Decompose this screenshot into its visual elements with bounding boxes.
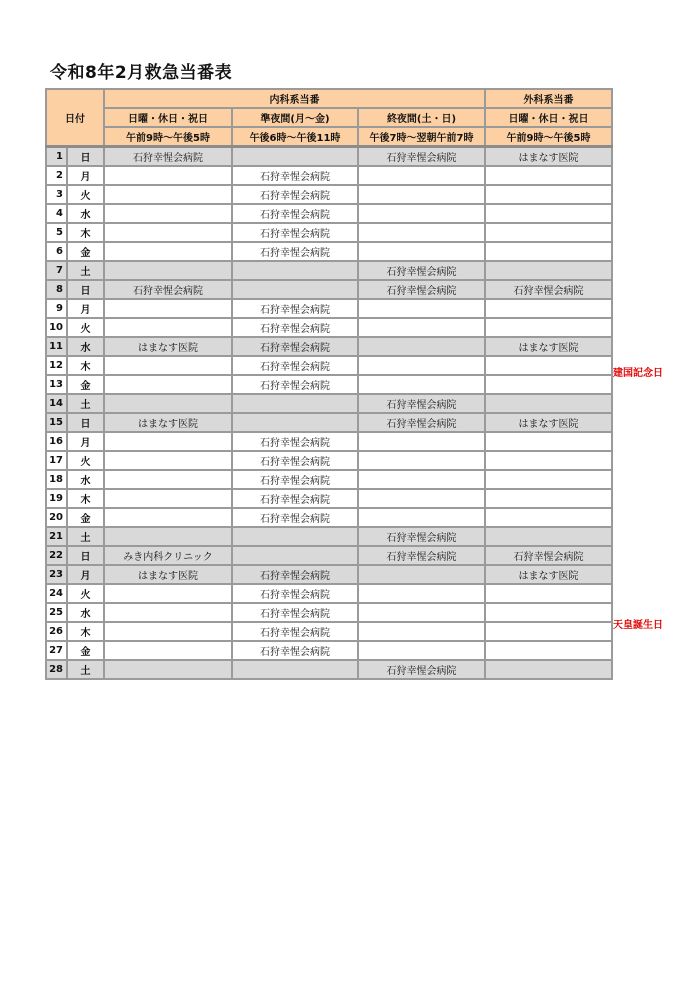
internal-evening-cell: 石狩幸惺会病院 (232, 603, 358, 622)
col-header-hours: 午後7時～翌朝午前7時 (358, 127, 485, 147)
weekday-cell: 火 (67, 451, 104, 470)
internal-day-cell: はまなす医院 (104, 413, 232, 432)
table-row (46, 337, 612, 356)
table-row (46, 432, 612, 451)
table-row (46, 185, 612, 204)
internal-evening-cell: 石狩幸惺会病院 (232, 489, 358, 508)
internal-night-cell: 石狩幸惺会病院 (358, 413, 485, 432)
internal-day-cell: 石狩幸惺会病院 (104, 280, 232, 299)
internal-evening-cell: 石狩幸惺会病院 (232, 584, 358, 603)
internal-night-cell (358, 622, 485, 641)
table-row (46, 413, 612, 432)
day-cell: 10 (46, 318, 67, 337)
internal-night-cell (358, 299, 485, 318)
internal-evening-cell (232, 546, 358, 565)
internal-day-cell: 石狩幸惺会病院 (104, 147, 232, 167)
internal-night-cell (358, 337, 485, 356)
table-row (46, 261, 612, 280)
day-cell: 1 (46, 147, 67, 167)
table-row (46, 451, 612, 470)
surgical-day-cell (485, 489, 612, 508)
day-cell: 2 (46, 166, 67, 185)
internal-day-cell: はまなす医院 (104, 337, 232, 356)
internal-day-cell (104, 527, 232, 546)
surgical-day-cell (485, 299, 612, 318)
day-cell: 20 (46, 508, 67, 527)
surgical-day-cell: はまなす医院 (485, 565, 612, 584)
holiday-note: 建国記念日 (613, 368, 663, 379)
internal-day-cell (104, 432, 232, 451)
day-cell: 25 (46, 603, 67, 622)
day-cell: 12 (46, 356, 67, 375)
surgical-day-cell (485, 641, 612, 660)
table-row (46, 394, 612, 413)
weekday-cell: 木 (67, 489, 104, 508)
table-row (46, 242, 612, 261)
internal-night-cell (358, 223, 485, 242)
table-row (46, 489, 612, 508)
internal-day-cell (104, 622, 232, 641)
col-header-hours: 午前9時～午後5時 (485, 127, 612, 147)
internal-night-cell (358, 356, 485, 375)
col-header-hours: 午前9時～午後5時 (104, 127, 232, 147)
surgical-day-cell (485, 375, 612, 394)
duty-roster-table (45, 88, 613, 680)
weekday-cell: 月 (67, 166, 104, 185)
internal-night-cell: 石狩幸惺会病院 (358, 527, 485, 546)
internal-evening-cell: 石狩幸惺会病院 (232, 204, 358, 223)
surgical-day-cell (485, 603, 612, 622)
weekday-cell: 木 (67, 223, 104, 242)
internal-night-cell (358, 375, 485, 394)
internal-night-cell (358, 166, 485, 185)
internal-night-cell (358, 584, 485, 603)
surgical-day-cell (485, 223, 612, 242)
surgical-day-cell: はまなす医院 (485, 413, 612, 432)
day-cell: 7 (46, 261, 67, 280)
internal-day-cell (104, 223, 232, 242)
day-cell: 28 (46, 660, 67, 679)
weekday-cell: 火 (67, 584, 104, 603)
internal-night-cell (358, 432, 485, 451)
day-cell: 23 (46, 565, 67, 584)
weekday-cell: 水 (67, 603, 104, 622)
internal-night-cell (358, 185, 485, 204)
internal-night-cell (358, 242, 485, 261)
internal-evening-cell: 石狩幸惺会病院 (232, 337, 358, 356)
day-cell: 6 (46, 242, 67, 261)
table-row (46, 318, 612, 337)
weekday-cell: 火 (67, 185, 104, 204)
surgical-day-cell (485, 584, 612, 603)
internal-evening-cell: 石狩幸惺会病院 (232, 451, 358, 470)
page-title: 令和8年2月救急当番表 (50, 63, 233, 83)
internal-evening-cell (232, 280, 358, 299)
surgical-day-cell: 石狩幸惺会病院 (485, 546, 612, 565)
internal-day-cell (104, 394, 232, 413)
day-cell: 4 (46, 204, 67, 223)
day-cell: 13 (46, 375, 67, 394)
internal-day-cell (104, 470, 232, 489)
col-header-label: 日曜・休日・祝日 (485, 108, 612, 127)
internal-medicine-header: 内科系当番 (104, 89, 485, 108)
surgical-day-cell: はまなす医院 (485, 337, 612, 356)
internal-evening-cell: 石狩幸惺会病院 (232, 223, 358, 242)
internal-night-cell: 石狩幸惺会病院 (358, 147, 485, 167)
holiday-note: 天皇誕生日 (613, 620, 663, 631)
internal-evening-cell: 石狩幸惺会病院 (232, 622, 358, 641)
day-cell: 9 (46, 299, 67, 318)
internal-night-cell (358, 470, 485, 489)
day-cell: 15 (46, 413, 67, 432)
surgical-day-cell (485, 204, 612, 223)
weekday-cell: 土 (67, 660, 104, 679)
col-header-label: 日曜・休日・祝日 (104, 108, 232, 127)
internal-evening-cell (232, 261, 358, 280)
table-row (46, 166, 612, 185)
weekday-cell: 日 (67, 147, 104, 167)
internal-night-cell (358, 603, 485, 622)
internal-day-cell: みき内科クリニック (104, 546, 232, 565)
weekday-cell: 土 (67, 261, 104, 280)
surgical-day-cell (485, 622, 612, 641)
internal-day-cell (104, 489, 232, 508)
table-row (46, 280, 612, 299)
table-row (46, 641, 612, 660)
table-row (46, 356, 612, 375)
internal-day-cell (104, 166, 232, 185)
surgical-day-cell (485, 470, 612, 489)
surgical-day-cell: はまなす医院 (485, 147, 612, 167)
internal-evening-cell: 石狩幸惺会病院 (232, 375, 358, 394)
col-header-label: 終夜間(土・日) (358, 108, 485, 127)
internal-day-cell (104, 660, 232, 679)
surgical-day-cell (485, 508, 612, 527)
internal-day-cell (104, 204, 232, 223)
weekday-cell: 木 (67, 622, 104, 641)
table-row (46, 147, 612, 167)
table-row (46, 584, 612, 603)
surgical-day-cell (485, 356, 612, 375)
internal-evening-cell: 石狩幸惺会病院 (232, 641, 358, 660)
day-cell: 27 (46, 641, 67, 660)
day-cell: 16 (46, 432, 67, 451)
internal-day-cell (104, 508, 232, 527)
internal-evening-cell (232, 394, 358, 413)
internal-evening-cell: 石狩幸惺会病院 (232, 318, 358, 337)
weekday-cell: 日 (67, 413, 104, 432)
table-row (46, 603, 612, 622)
internal-evening-cell: 石狩幸惺会病院 (232, 299, 358, 318)
internal-night-cell: 石狩幸惺会病院 (358, 660, 485, 679)
table-row (46, 546, 612, 565)
table-row (46, 375, 612, 394)
day-cell: 21 (46, 527, 67, 546)
internal-day-cell (104, 261, 232, 280)
table-row (46, 622, 612, 641)
internal-night-cell (358, 451, 485, 470)
weekday-cell: 水 (67, 337, 104, 356)
day-cell: 11 (46, 337, 67, 356)
internal-evening-cell: 石狩幸惺会病院 (232, 508, 358, 527)
day-cell: 24 (46, 584, 67, 603)
surgical-day-cell (485, 394, 612, 413)
internal-evening-cell (232, 527, 358, 546)
internal-night-cell (358, 565, 485, 584)
day-cell: 14 (46, 394, 67, 413)
internal-day-cell (104, 375, 232, 394)
internal-night-cell: 石狩幸惺会病院 (358, 394, 485, 413)
internal-night-cell: 石狩幸惺会病院 (358, 261, 485, 280)
table-row (46, 508, 612, 527)
internal-day-cell (104, 185, 232, 204)
internal-evening-cell (232, 413, 358, 432)
day-cell: 18 (46, 470, 67, 489)
day-cell: 17 (46, 451, 67, 470)
internal-night-cell (358, 641, 485, 660)
internal-day-cell (104, 299, 232, 318)
internal-night-cell: 石狩幸惺会病院 (358, 280, 485, 299)
weekday-cell: 月 (67, 432, 104, 451)
weekday-cell: 日 (67, 546, 104, 565)
internal-day-cell (104, 584, 232, 603)
surgical-day-cell (485, 527, 612, 546)
internal-evening-cell: 石狩幸惺会病院 (232, 242, 358, 261)
day-cell: 8 (46, 280, 67, 299)
weekday-cell: 金 (67, 242, 104, 261)
table-row (46, 660, 612, 679)
surgical-day-cell (485, 166, 612, 185)
internal-evening-cell: 石狩幸惺会病院 (232, 565, 358, 584)
table-row (46, 299, 612, 318)
internal-day-cell (104, 242, 232, 261)
surgery-header: 外科系当番 (485, 89, 612, 108)
internal-night-cell (358, 508, 485, 527)
internal-day-cell (104, 603, 232, 622)
weekday-cell: 土 (67, 394, 104, 413)
day-cell: 26 (46, 622, 67, 641)
internal-day-cell (104, 641, 232, 660)
internal-evening-cell (232, 660, 358, 679)
weekday-cell: 火 (67, 318, 104, 337)
internal-night-cell (358, 318, 485, 337)
weekday-cell: 月 (67, 565, 104, 584)
weekday-cell: 水 (67, 204, 104, 223)
day-cell: 22 (46, 546, 67, 565)
table-row (46, 527, 612, 546)
internal-evening-cell: 石狩幸惺会病院 (232, 166, 358, 185)
weekday-cell: 月 (67, 299, 104, 318)
internal-day-cell (104, 451, 232, 470)
surgical-day-cell (485, 242, 612, 261)
internal-day-cell: はまなす医院 (104, 565, 232, 584)
weekday-cell: 日 (67, 280, 104, 299)
weekday-cell: 水 (67, 470, 104, 489)
table-row (46, 204, 612, 223)
day-cell: 3 (46, 185, 67, 204)
surgical-day-cell: 石狩幸惺会病院 (485, 280, 612, 299)
internal-evening-cell: 石狩幸惺会病院 (232, 432, 358, 451)
day-cell: 19 (46, 489, 67, 508)
surgical-day-cell (485, 660, 612, 679)
internal-night-cell (358, 204, 485, 223)
surgical-day-cell (485, 432, 612, 451)
table-row (46, 470, 612, 489)
internal-night-cell (358, 489, 485, 508)
weekday-cell: 土 (67, 527, 104, 546)
internal-day-cell (104, 356, 232, 375)
col-header-label: 準夜間(月～金) (232, 108, 358, 127)
surgical-day-cell (485, 451, 612, 470)
weekday-cell: 木 (67, 356, 104, 375)
internal-evening-cell: 石狩幸惺会病院 (232, 356, 358, 375)
weekday-cell: 金 (67, 641, 104, 660)
weekday-cell: 金 (67, 375, 104, 394)
surgical-day-cell (485, 185, 612, 204)
table-row (46, 223, 612, 242)
surgical-day-cell (485, 261, 612, 280)
date-header: 日付 (46, 89, 104, 147)
surgical-day-cell (485, 318, 612, 337)
table-row (46, 565, 612, 584)
internal-night-cell: 石狩幸惺会病院 (358, 546, 485, 565)
internal-evening-cell: 石狩幸惺会病院 (232, 470, 358, 489)
col-header-hours: 午後6時～午後11時 (232, 127, 358, 147)
internal-evening-cell: 石狩幸惺会病院 (232, 185, 358, 204)
roster-body (46, 147, 612, 680)
day-cell: 5 (46, 223, 67, 242)
internal-day-cell (104, 318, 232, 337)
internal-evening-cell (232, 147, 358, 167)
weekday-cell: 金 (67, 508, 104, 527)
